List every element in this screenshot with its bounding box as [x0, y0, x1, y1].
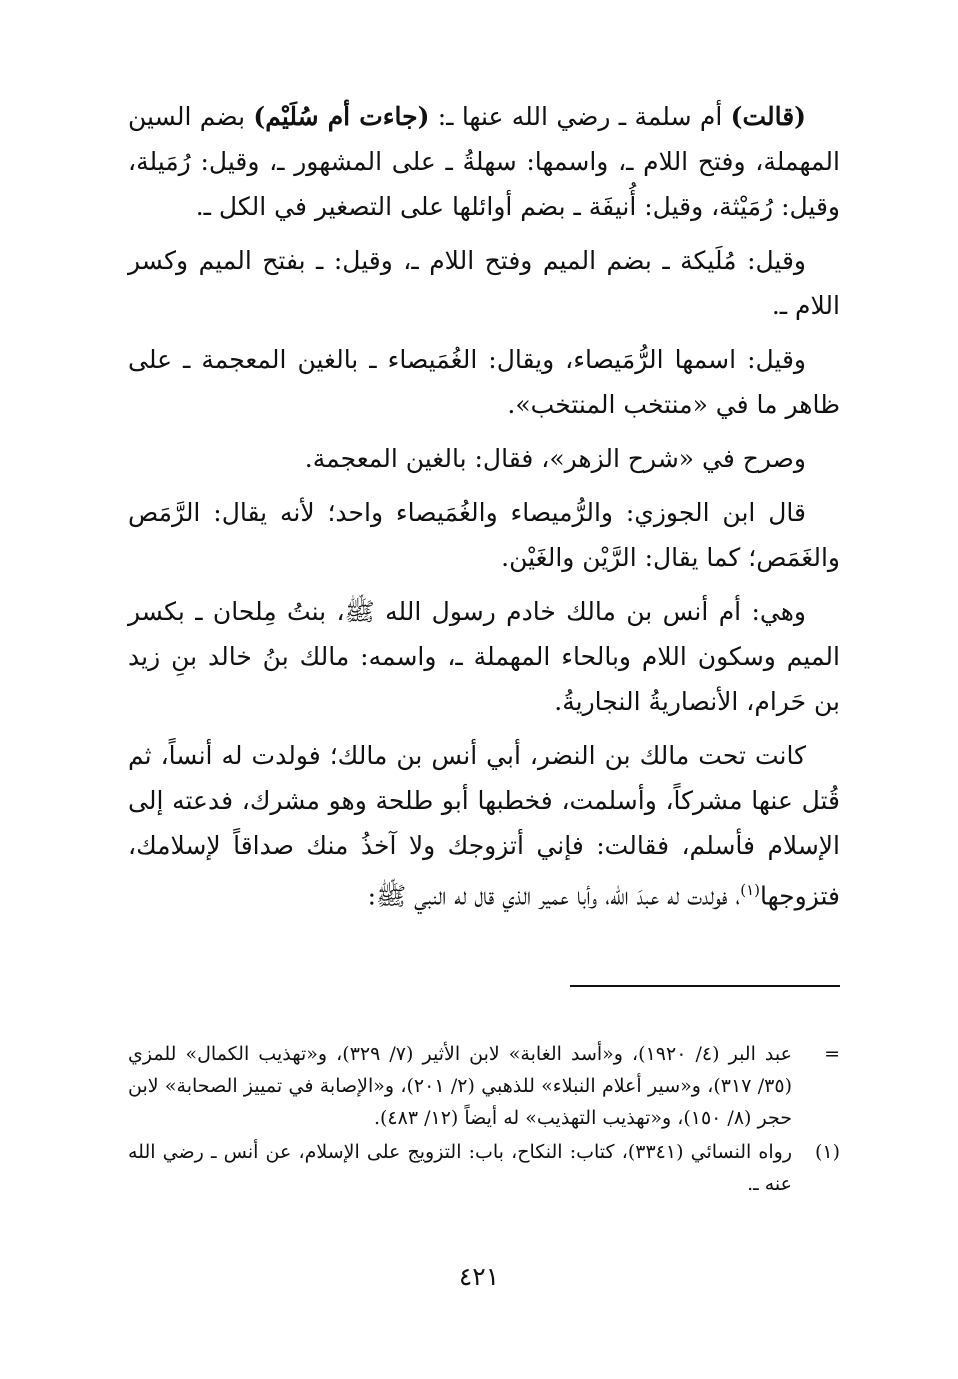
footnote-1-mark: (١)	[814, 1141, 840, 1163]
paragraph-5: قال ابن الجوزي: والرُّميصاء والغُمَيصاء واحد؛ لأنه يقال: الرَّمَص والغَمَص؛ كما يقال: الرَّيْن والغَيْن.	[128, 498, 840, 572]
footnote-continuation	[128, 1038, 840, 1134]
main-text	[128, 94, 840, 927]
footnote-ref: (١)	[740, 881, 761, 899]
paragraph-1	[128, 94, 840, 229]
paragraph-3: وقيل: اسمها الرُّمَيصاء، ويقال: الغُمَيصاء ـ بالغين المعجمة ـ على ظاهر ما في «منتخب المنتخب».	[128, 345, 840, 419]
paragraph-2: وقيل: مُلَيكة ـ بضم الميم وفتح اللام ـ، وقيل: ـ بفتح الميم وكسر اللام ـ.	[128, 246, 840, 320]
lead-word: (قالت)	[730, 102, 806, 131]
paragraph-7	[128, 733, 840, 918]
paragraph-1-part-a: أم سلمة ـ رضي الله عنها ـ:	[429, 102, 731, 131]
paragraph-6: وهي: أم أنس بن مالك خادم رسول الله ﷺ، بنتُ مِلحان ـ بكسر الميم وسكون اللام وبالحاء المهملة ـ، واسمه: مالك بنُ خالد بنِ زيد بن حَرام، الأنصاريةُ النجاريةُ.	[128, 597, 840, 716]
page-number: ٤٢١	[458, 1262, 500, 1291]
hadith-quote: (جاءت أم سُلَيْم)	[253, 102, 430, 131]
paragraph-1-part-b: بضم السين المهملة، وفتح اللام ـ، واسمها: سهلةُ ـ على المشهور ـ، وقيل: رُمَيلة، وقيل: رُمَيْثة، وقيل: أُنيفَة ـ بضم أوائلها على التصغير في الكل ـ.	[128, 102, 840, 221]
continuation-mark: =	[824, 1043, 840, 1065]
paragraph-7-part-a: كانت تحت مالك بن النضر، أبي أنس بن مالك؛ فولدت له أنساً، ثم قُتل عنها مشركاً، وأسلمت، فخطبها أبو طلحة وهو مشرك، فدعته إلى الإسلام فأسلم، فقالت: فإني أتزوجك ولا آخذُ منك صداقاً لإسلامك، فتزوجها	[128, 741, 840, 911]
footnote-divider	[570, 985, 840, 987]
paragraph-4: وصرح في «شرح الزهر»، فقال: بالغين المعجمة.	[304, 444, 806, 473]
footnote-continuation-text: عبد البر (٤/ ١٩٢٠)، و«أسد الغابة» لابن الأثير (٧/ ٣٢٩)، و«تهذيب الكمال» للمزي (٣٥/ ٣١٧)، و«سير أعلام النبلاء» للذهبي (٢/ ٢٠١)، و«الإصابة في تمييز الصحابة» لابن حجر (٨/ ١٥٠)، و«تهذيب التهذيب» له أيضاً (١٢/ ٤٨٣).	[128, 1043, 792, 1129]
footnotes	[128, 1038, 840, 1202]
paragraph-7-part-b: ، فولدت له عبدَ الله، وأبا عمير الذي قال له النبي ﷺ:	[367, 881, 741, 911]
footnote-1-text: رواه النسائي (٣٣٤١)، كتاب: النكاح، باب: التزويج على الإسلام، عن أنس ـ رضي الله عنه ـ.	[128, 1141, 792, 1195]
footnote-1	[128, 1136, 840, 1200]
